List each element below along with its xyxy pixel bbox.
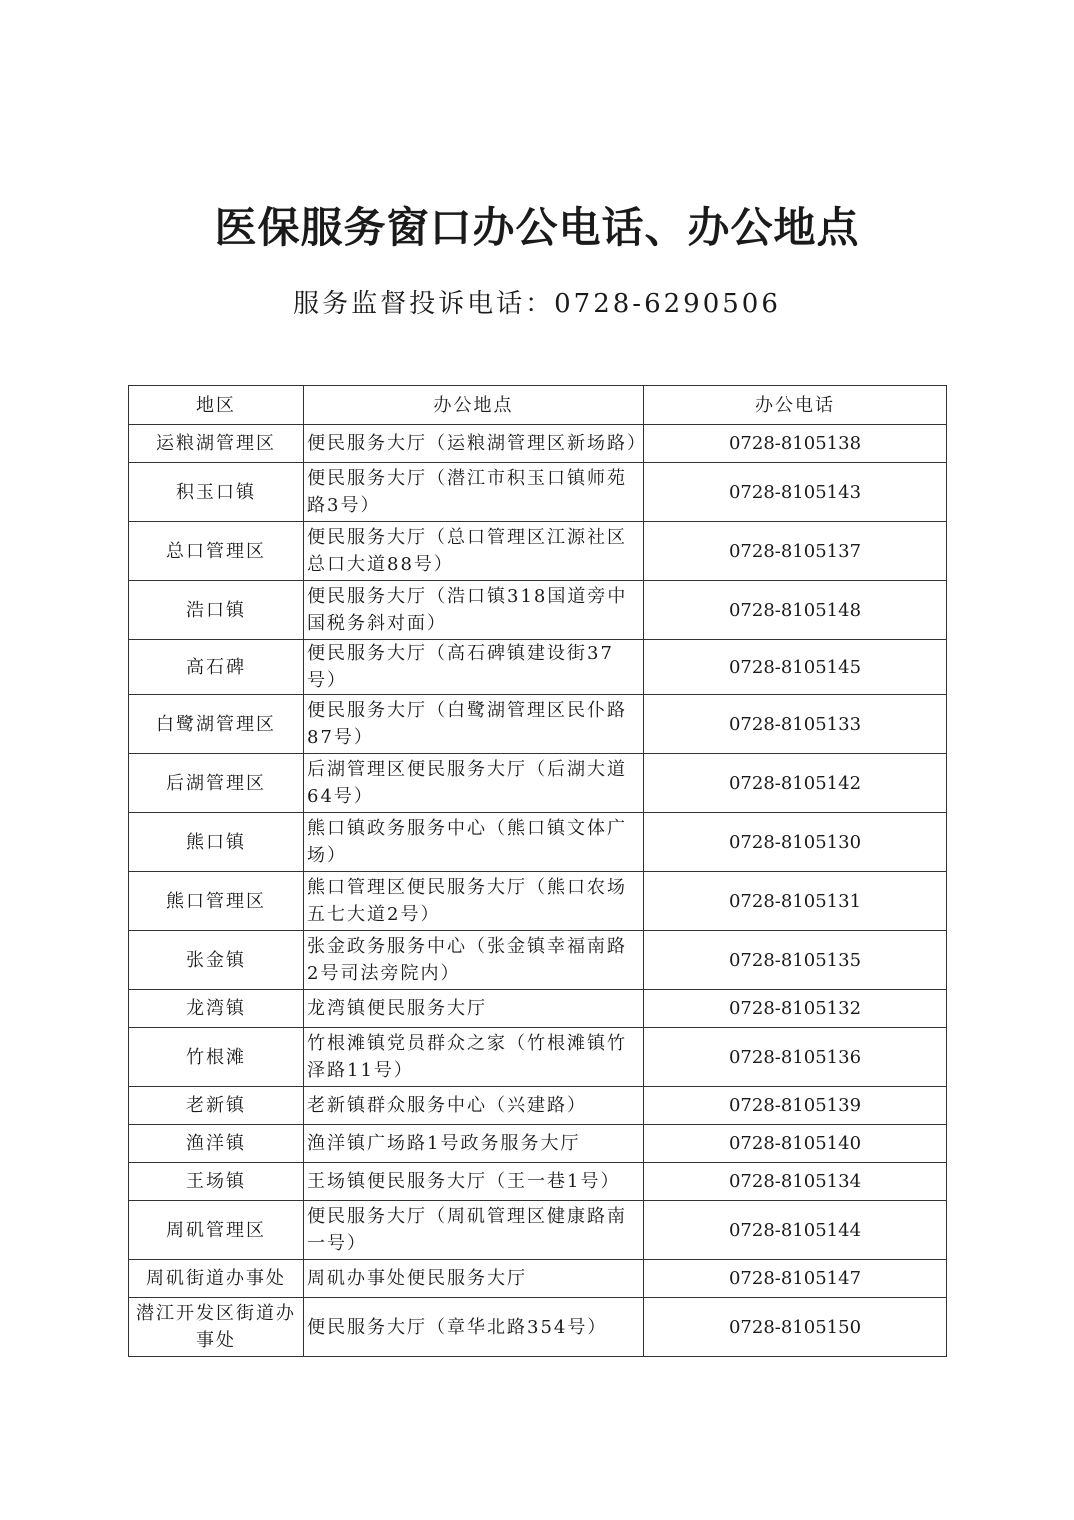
address-cell: 龙湾镇便民服务大厅 xyxy=(304,990,644,1028)
page-title: 医保服务窗口办公电话、办公地点 xyxy=(214,203,860,252)
column-header-region: 地区 xyxy=(129,386,304,425)
region-cell: 运粮湖管理区 xyxy=(129,425,304,463)
table-row xyxy=(129,1028,947,1087)
column-header-phone: 办公电话 xyxy=(644,386,947,425)
table-row xyxy=(129,1163,947,1201)
address-cell: 熊口管理区便民服务大厅（熊口农场五七大道2号） xyxy=(304,872,644,931)
phone-cell: 0728-8105133 xyxy=(644,695,947,754)
region-cell: 张金镇 xyxy=(129,931,304,990)
region-cell: 老新镇 xyxy=(129,1087,304,1125)
address-cell: 便民服务大厅（高石碑镇建设街37号） xyxy=(304,640,644,695)
table-row xyxy=(129,463,947,522)
phone-cell: 0728-8105145 xyxy=(644,640,947,695)
region-cell: 渔洋镇 xyxy=(129,1125,304,1163)
region-cell: 周矶管理区 xyxy=(129,1201,304,1260)
address-cell: 周矶办事处便民服务大厅 xyxy=(304,1260,644,1298)
address-cell: 便民服务大厅（总口管理区江源社区总口大道88号） xyxy=(304,522,644,581)
table-row xyxy=(129,522,947,581)
address-cell: 后湖管理区便民服务大厅（后湖大道64号） xyxy=(304,754,644,813)
address-cell: 便民服务大厅（章华北路354号） xyxy=(304,1298,644,1357)
table-row xyxy=(129,1201,947,1260)
phone-cell: 0728-8105130 xyxy=(644,813,947,872)
phone-cell: 0728-8105136 xyxy=(644,1028,947,1087)
phone-cell: 0728-8105137 xyxy=(644,522,947,581)
phone-cell: 0728-8105144 xyxy=(644,1201,947,1260)
table-row xyxy=(129,813,947,872)
region-cell: 潜江开发区街道办事处 xyxy=(129,1298,304,1357)
table-row xyxy=(129,990,947,1028)
phone-cell: 0728-8105142 xyxy=(644,754,947,813)
table-row xyxy=(129,872,947,931)
region-cell: 积玉口镇 xyxy=(129,463,304,522)
phone-cell: 0728-8105134 xyxy=(644,1163,947,1201)
phone-cell: 0728-8105143 xyxy=(644,463,947,522)
address-cell: 便民服务大厅（潜江市积玉口镇师苑路3号） xyxy=(304,463,644,522)
address-cell: 老新镇群众服务中心（兴建路） xyxy=(304,1087,644,1125)
table-row xyxy=(129,931,947,990)
complaint-hotline: 服务监督投诉电话：0728-6290506 xyxy=(293,289,781,319)
address-cell: 便民服务大厅（白鹭湖管理区民仆路87号） xyxy=(304,695,644,754)
phone-cell: 0728-8105131 xyxy=(644,872,947,931)
table-row xyxy=(129,640,947,695)
phone-cell: 0728-8105140 xyxy=(644,1125,947,1163)
office-table xyxy=(128,385,947,1357)
region-cell: 总口管理区 xyxy=(129,522,304,581)
address-cell: 渔洋镇广场路1号政务服务大厅 xyxy=(304,1125,644,1163)
table-row xyxy=(129,1260,947,1298)
region-cell: 白鹭湖管理区 xyxy=(129,695,304,754)
table-row xyxy=(129,754,947,813)
phone-cell: 0728-8105138 xyxy=(644,425,947,463)
region-cell: 竹根滩 xyxy=(129,1028,304,1087)
phone-cell: 0728-8105132 xyxy=(644,990,947,1028)
address-cell: 便民服务大厅（周矶管理区健康路南一号） xyxy=(304,1201,644,1260)
table-row xyxy=(129,425,947,463)
address-cell: 便民服务大厅（浩口镇318国道旁中国税务斜对面） xyxy=(304,581,644,640)
region-cell: 周矶街道办事处 xyxy=(129,1260,304,1298)
address-cell: 熊口镇政务服务中心（熊口镇文体广场） xyxy=(304,813,644,872)
table-row xyxy=(129,695,947,754)
phone-cell: 0728-8105139 xyxy=(644,1087,947,1125)
phone-cell: 0728-8105150 xyxy=(644,1298,947,1357)
region-cell: 后湖管理区 xyxy=(129,754,304,813)
address-cell: 竹根滩镇党员群众之家（竹根滩镇竹泽路11号） xyxy=(304,1028,644,1087)
phone-cell: 0728-8105148 xyxy=(644,581,947,640)
phone-cell: 0728-8105147 xyxy=(644,1260,947,1298)
address-cell: 张金政务服务中心（张金镇幸福南路2号司法旁院内） xyxy=(304,931,644,990)
table-row xyxy=(129,1125,947,1163)
region-cell: 熊口管理区 xyxy=(129,872,304,931)
column-header-address: 办公地点 xyxy=(304,386,644,425)
table-header-row xyxy=(129,386,947,425)
table-row xyxy=(129,1087,947,1125)
region-cell: 王场镇 xyxy=(129,1163,304,1201)
table-row xyxy=(129,581,947,640)
address-cell: 王场镇便民服务大厅（王一巷1号） xyxy=(304,1163,644,1201)
phone-cell: 0728-8105135 xyxy=(644,931,947,990)
region-cell: 高石碑 xyxy=(129,640,304,695)
region-cell: 龙湾镇 xyxy=(129,990,304,1028)
region-cell: 熊口镇 xyxy=(129,813,304,872)
region-cell: 浩口镇 xyxy=(129,581,304,640)
address-cell: 便民服务大厅（运粮湖管理区新场路） xyxy=(304,425,644,463)
table-row xyxy=(129,1298,947,1357)
